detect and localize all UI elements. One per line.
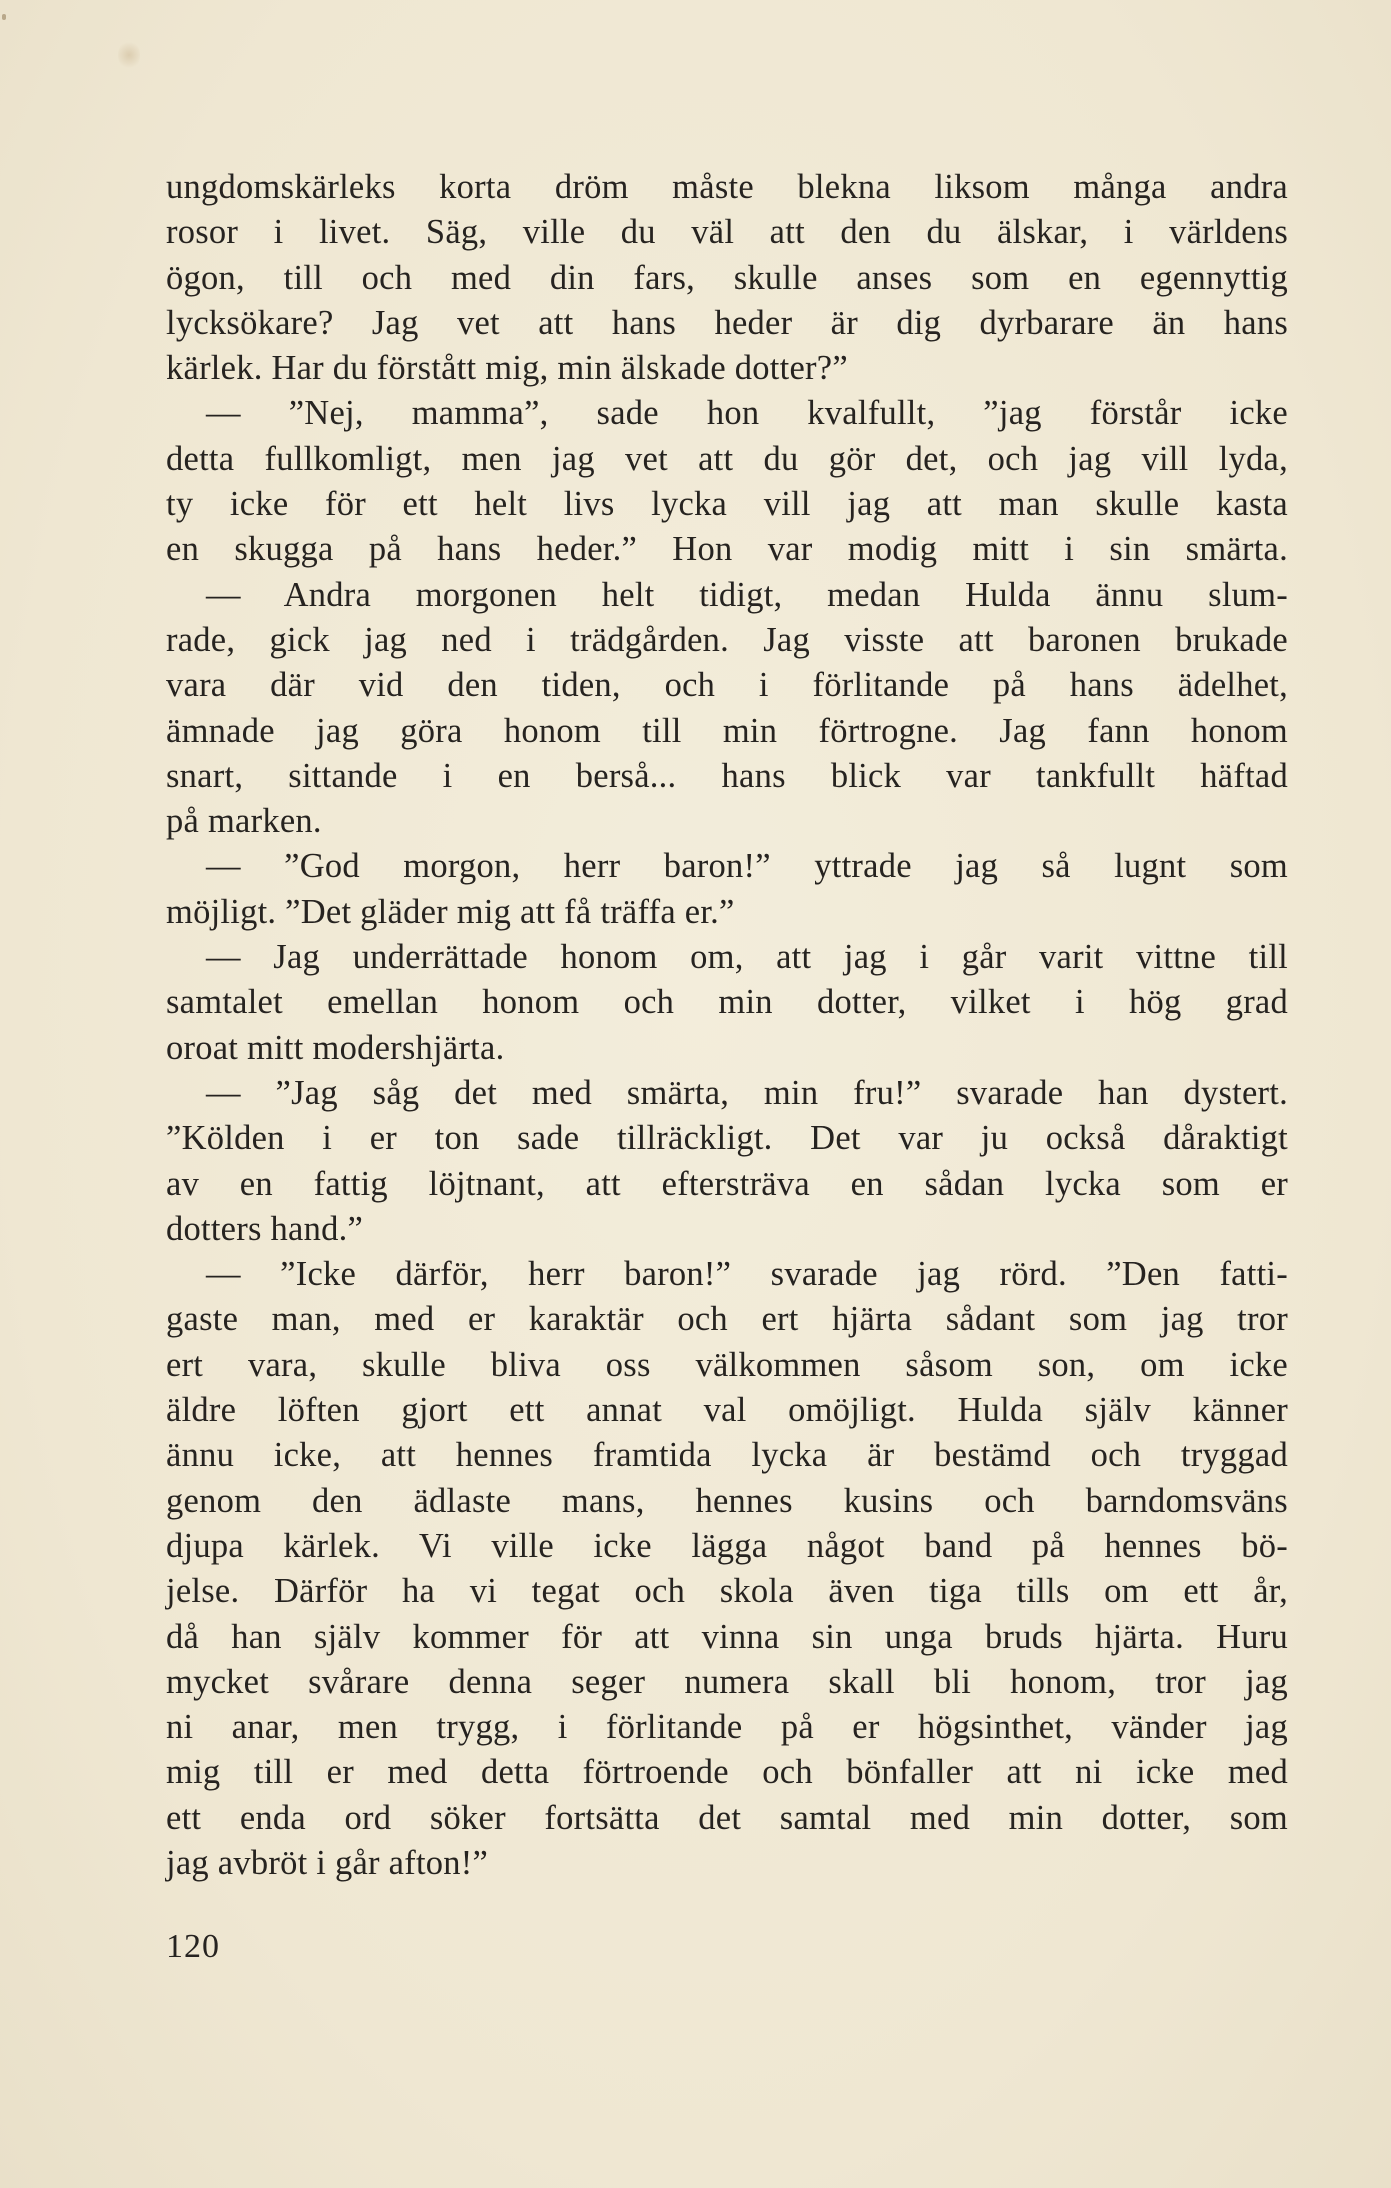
text-line: genom den ädlaste mans, hennes kusins och barndomsväns [166,1481,1288,1520]
text-line: jag avbröt i går afton!” [166,1843,489,1882]
text-line: möjligt. ”Det gläder mig att få träffa er.” [166,892,735,931]
page-number: 120 [166,1928,220,1965]
text-line: ni anar, men trygg, i förlitande på er högsinthet, vänder jag [166,1708,1288,1747]
text-line: oroat mitt modershjärta. [166,1028,505,1067]
text-line: dotters hand.” [166,1209,364,1248]
body-text [166,165,1288,1886]
text-line: på marken. [166,802,322,841]
text-line: en skugga på hans heder.” Hon var modig mitt i sin smärta. [166,530,1288,569]
text-line: mycket svårare denna seger numera skall bli honom, tror jag [166,1662,1288,1701]
text-line: — Andra morgonen helt tidigt, medan Hulda ännu slum- [206,575,1288,614]
text-line: av en fattig löjtnant, att eftersträva en sådan lycka som er [166,1164,1288,1203]
text-line: kärlek. Har du förstått mig, min älskade dotter?” [166,349,848,388]
text-line: mig till er med detta förtroende och bönfaller att ni icke med [166,1753,1288,1792]
paper-speck [2,14,6,20]
text-line: äldre löften gjort ett annat val omöjligt. Hulda själv känner [166,1391,1288,1430]
text-line: ert vara, skulle bliva oss välkommen såsom son, om icke [166,1345,1288,1384]
text-line: — Jag underrättade honom om, att jag i går varit vittne till [206,938,1288,977]
text-line: djupa kärlek. Vi ville icke lägga något band på hennes bö- [166,1526,1288,1565]
text-line: — ”Icke därför, herr baron!” svarade jag rörd. ”Den fatti- [206,1255,1288,1294]
text-line: ögon, till och med din fars, skulle anses som en egennyttig [166,258,1288,297]
text-line: — ”Jag såg det med smärta, min fru!” svarade han dystert. [206,1073,1288,1112]
text-line: lycksökare? Jag vet att hans heder är dig dyrbarare än hans [166,303,1288,342]
text-line: ett enda ord söker fortsätta det samtal med min dotter, som [166,1798,1288,1837]
text-line: ännu icke, att hennes framtida lycka är bestämd och tryggad [166,1436,1288,1475]
text-line: jelse. Därför ha vi tegat och skola även tiga tills om ett år, [166,1572,1288,1611]
text-line: ämnade jag göra honom till min förtrogne. Jag fann honom [166,711,1288,750]
text-line: ty icke för ett helt livs lycka vill jag att man skulle kasta [166,485,1288,524]
text-line: — ”God morgon, herr baron!” yttrade jag så lugnt som [206,847,1288,886]
text-line: gaste man, med er karaktär och ert hjärta sådant som jag tror [166,1300,1288,1339]
text-line: vara där vid den tiden, och i förlitande på hans ädelhet, [166,666,1288,705]
text-line: ungdomskärleks korta dröm måste blekna liksom många andra [166,168,1288,206]
text-line: detta fullkomligt, men jag vet att du gör det, och jag vill lyda, [166,439,1288,478]
text-line: rade, gick jag ned i trädgården. Jag visste att baronen brukade [166,620,1288,659]
text-line: snart, sittande i en berså... hans blick var tankfullt häftad [166,756,1288,795]
text-line: samtalet emellan honom och min dotter, vilket i hög grad [166,983,1288,1022]
text-line: ”Kölden i er ton sade tillräckligt. Det var ju också dåraktigt [166,1119,1288,1158]
paper-stain [118,40,140,70]
text-line: — ”Nej, mamma”, sade hon kvalfullt, ”jag förstår icke [206,394,1288,433]
text-line: rosor i livet. Säg, ville du väl att den du älskar, i världens [166,213,1288,252]
text-line: då han själv kommer för att vinna sin unga bruds hjärta. Huru [166,1617,1288,1656]
